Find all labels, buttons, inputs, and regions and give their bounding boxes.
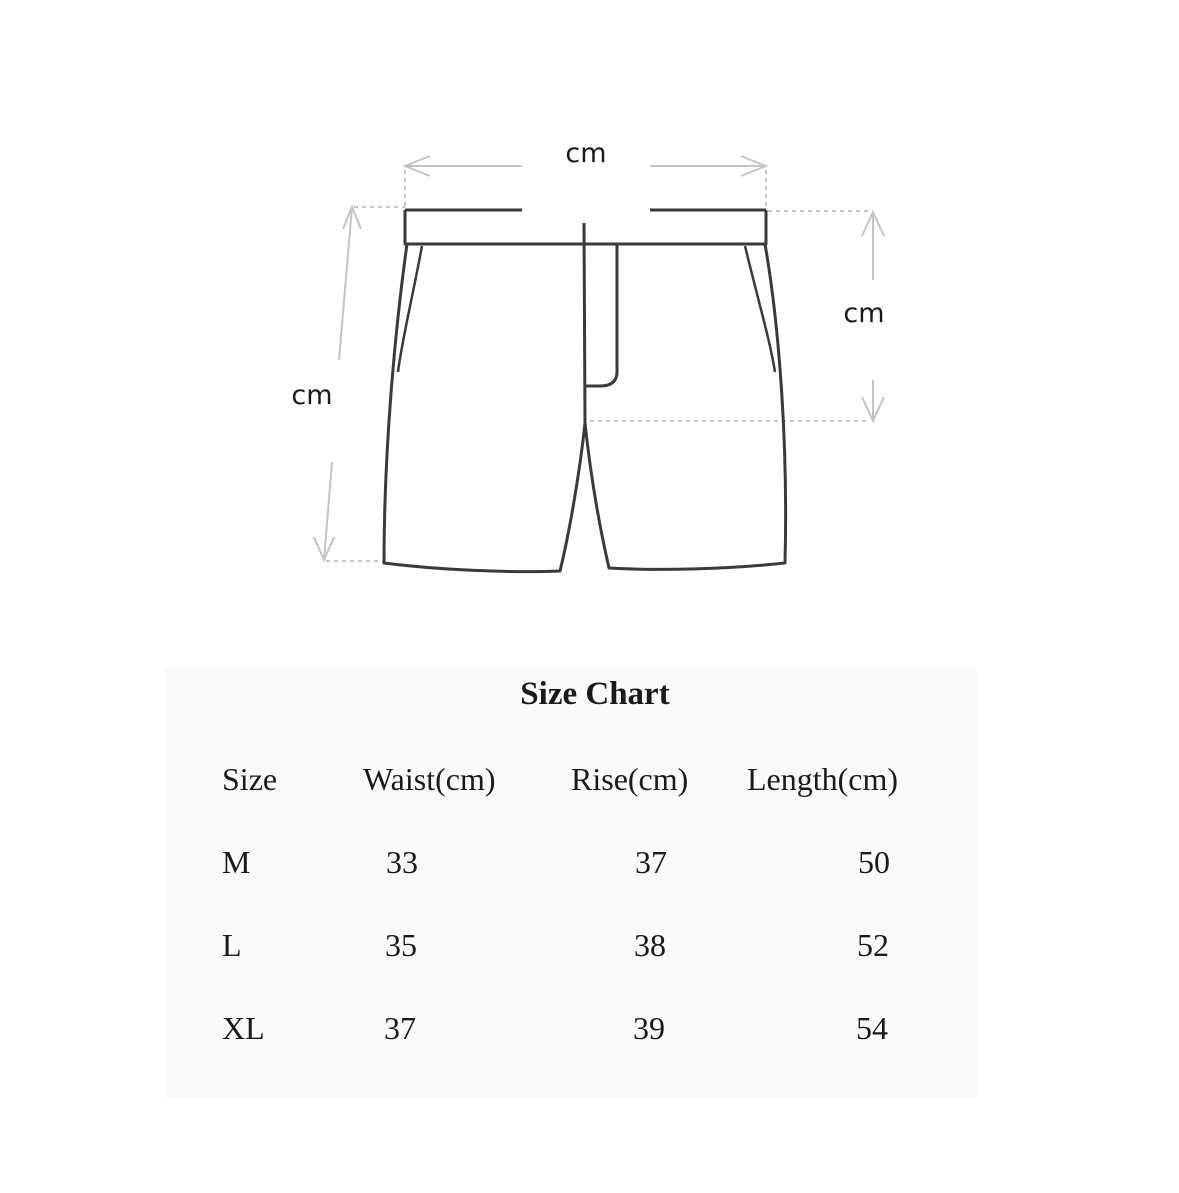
rise-unit-label: cm (843, 298, 885, 329)
row-xl-size: XL (222, 1010, 265, 1046)
row-xl-waist: 37 (384, 1010, 416, 1046)
row-m-waist: 33 (386, 844, 418, 880)
waist-unit-label: cm (565, 138, 607, 169)
row-l-length: 52 (857, 927, 889, 963)
header-length: Length(cm) (747, 761, 899, 797)
size-chart-title: Size Chart (520, 676, 670, 712)
header-size: Size (222, 761, 278, 797)
row-l-size: L (222, 927, 242, 963)
row-m-length: 50 (858, 844, 890, 880)
length-unit-label: cm (291, 380, 333, 411)
header-rise: Rise(cm) (571, 761, 689, 797)
row-m-rise: 37 (635, 844, 667, 880)
row-l-waist: 35 (385, 927, 417, 963)
row-l-rise: 38 (634, 927, 666, 963)
header-waist: Waist(cm) (363, 761, 496, 797)
row-m-size: M (222, 844, 251, 880)
row-xl-length: 54 (856, 1010, 888, 1046)
row-xl-rise: 39 (633, 1010, 665, 1046)
shorts-outline (384, 210, 786, 572)
